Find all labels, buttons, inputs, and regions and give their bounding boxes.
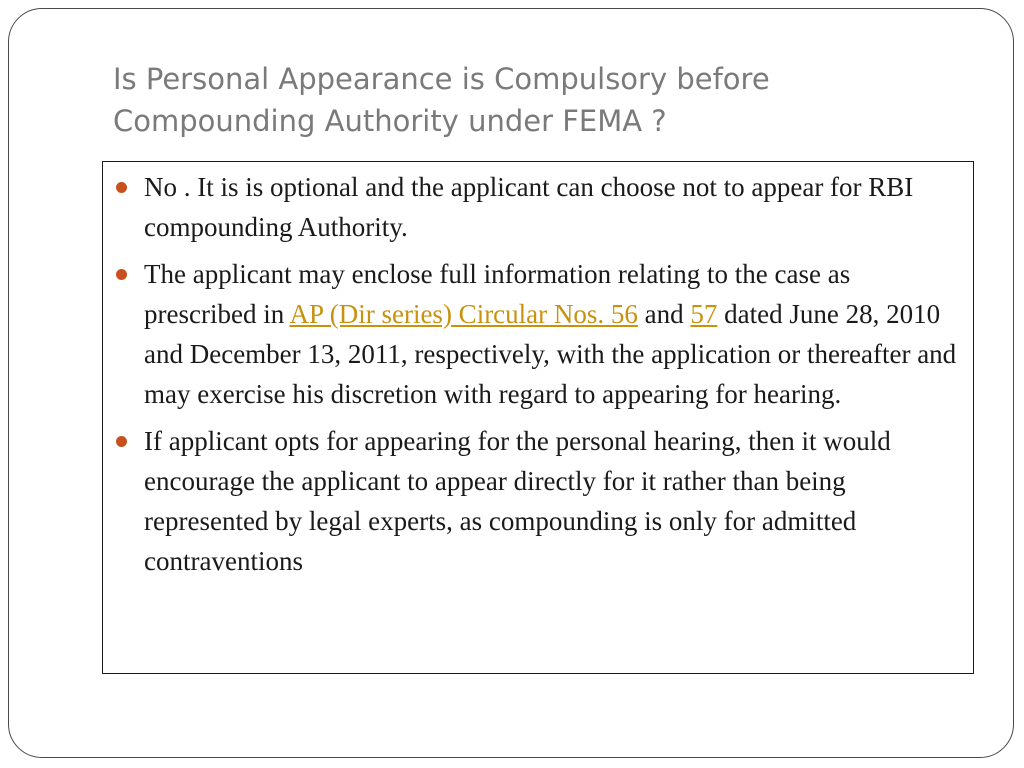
circular-57-link[interactable]: 57 — [690, 299, 718, 329]
bullet-text: If applicant opts for appearing for the personal hearing, then it would encourage the applicant to appear directly for it rather than being represented by legal experts, as compounding is only for admitted contraventions — [144, 426, 891, 576]
slide-title: Is Personal Appearance is Compulsory before Compounding Authority under FEMA ? — [113, 62, 770, 138]
bullet-icon — [116, 182, 127, 193]
bullet-icon — [116, 436, 127, 447]
bullet-text-middle: and — [637, 299, 691, 329]
bullet-text: No . It is is optional and the applicant can choose not to appear for RBI compounding Authority. — [144, 172, 914, 242]
bullet-item — [144, 254, 959, 414]
bullet-icon — [116, 269, 127, 280]
circular-56-link[interactable]: AP (Dir series) Circular Nos. 56 — [289, 299, 638, 329]
content-box — [102, 161, 974, 674]
bullet-text-before: The applicant may enclose full information relating to the case as prescribed in — [144, 259, 851, 329]
bullet-item — [144, 167, 959, 247]
bullet-item — [144, 421, 959, 581]
bullet-text-after: dated June 28, 2010 and December 13, 2011, respectively, with the application or thereafter and may exercise his discretion with regard to appearing for hearing. — [144, 299, 957, 409]
bullet-list — [144, 167, 959, 588]
